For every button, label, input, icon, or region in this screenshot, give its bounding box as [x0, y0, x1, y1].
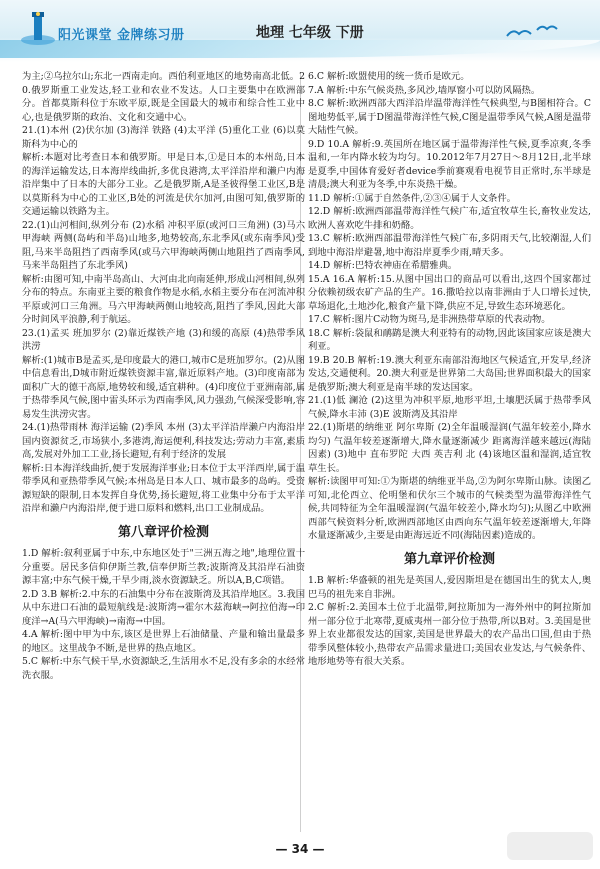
- section-heading-chapter-8: 第八章评价检测: [117, 524, 209, 540]
- answer-paragraph: 11.D 解析:①属于自然条件,②③④属于人文条件。: [308, 192, 516, 204]
- answer-paragraph: 21.(1)本州 (2)伏尔加 (3)海洋 铁路 (4)太平洋 (5)重化工业 (6)以莫斯科为中心的: [22, 125, 305, 150]
- answer-paragraph: 5.C 解析:中东气候干旱,水资源缺乏,生活用水不足,没有多余的水经常洗衣服。: [22, 656, 305, 681]
- page-number: — 34 —: [275, 842, 325, 856]
- series-brand: 阳光课堂 金牌练习册: [58, 28, 185, 43]
- answer-paragraph: 15.A 16.A 解析:15.从图中国出口的商品可以看出,这四个国家都过分依赖初级农矿产品的生产。16.撒哈拉以南非洲由于人口增长过快,草场退化,土地沙化,粮食产量下降,供应不足,导致生态环境恶化。: [308, 273, 591, 312]
- answer-paragraph: 解析:日本海洋线曲折,便于发展海洋事业;日本位于太平洋西岸,属于温带季风和亚热带季风气候;本州岛是日本人口、城市最多的岛屿。受资源短缺的限制,日本发挥自身优势,扬长避短,将工业集中分布于太平洋沿岸和濑户内海沿岸,便于进口原料和燃料,出口工业制成品。: [22, 462, 305, 514]
- answer-paragraph: 21.(1)低 澜沧 (2)这里为冲积平原,地形平坦,土壤肥沃属于热带季风气候,降水丰沛 (3)E 波斯湾及其沿岸: [308, 395, 591, 420]
- answer-paragraph: 7.A 解析:中东气候炎热,多风沙,墙厚窗小可以防风隔热。: [308, 84, 541, 96]
- section-heading-chapter-9: 第九章评价检测: [403, 551, 495, 567]
- left-column: [22, 70, 305, 682]
- subject-grade: 地理 七年级 下册: [256, 25, 364, 41]
- answer-paragraph: 24.(1)热带雨林 海洋运输 (2)季风 本州 (3)太平洋沿岸濑户内海沿岸 国内资源贫乏,市场狭小,多港湾,海运便利,科技发达;劳动力丰富,素质高,发展对外加工工业,扬长避短,有利于经济的发展: [22, 422, 305, 460]
- answer-paragraph: 19.B 20.B 解析:19.澳大利亚东南部沿海地区气候适宜,开发早,经济发达,交通便利。20.澳大利亚是世界第二大岛国;世界面积最大的国家是俄罗斯;澳大利亚是南半球的发达国家。: [308, 354, 591, 393]
- answer-paragraph: 8.C 解析:欧洲西部大西洋沿岸温带海洋性气候典型,与B图相符合。C图地势低平,属于D图温带海洋性气候,C图是温带季风气候,A图是温带大陆性气候。: [308, 98, 591, 136]
- answer-paragraph: 解析:(1)城市B是孟买,是印度最大的港口,城市C是班加罗尔。(2)从图中信息看出,D城市附近煤铁资源丰富,靠近原料产地。(3)印度南部为面积广大的德干高原,地势较和缓,适宜耕种。(4)印度位于亚洲南部,属于热带季风气候,图中雷头环示为西南季风,风力强劲,气候深受影响,容易发生洪涝灾害。: [22, 354, 305, 420]
- answer-paragraph: 解析:本题对比考查日本和俄罗斯。甲是日本,①是日本的本州岛,日本的海洋运输发达,日本海岸线曲折,多优良港湾,太平洋沿岸和濑户内海沿岸集中了日本的大部分工业。乙是俄罗斯,A是圣彼得堡工业区,B是以莫斯科为中心的工业区,B处的河流是伏尔加河,由图可知,俄罗斯的交通运输以铁路为主。: [22, 152, 305, 217]
- answer-paragraph: 23.(1)孟买 班加罗尔 (2)靠近煤铁产地 (3)和缓的高原 (4)热带季风 洪涝: [22, 327, 305, 352]
- watermark-logo-icon: [505, 828, 595, 864]
- lighthouse-logo-icon: [20, 6, 56, 46]
- page-header: [0, 0, 600, 62]
- answer-paragraph: 22.(1)山河相间,纵列分布 (2)水稻 冲积平原(或河口三角洲) (3)马六甲海峡 两侧(岛屿和半岛)山地多,地势较高,东北季风(或东南季风)受阻,马来半岛阻挡了西南季风(或马六甲海峡两侧山地阻挡了西南季风,马来半岛阻挡了东北季风): [22, 219, 305, 271]
- answer-paragraph: 为主;②乌拉尔山;东北一西南走向。西伯利亚地区的地势南高北低。20.俄罗斯重工业发达,轻工业和农业不发达。人口主要集中在欧洲部分。首都莫斯科位于东欧平原,既是全国最大的城市和综合性工业中心,也是俄罗斯的政治、文化和交通中心。: [22, 71, 305, 123]
- answer-paragraph: 18.C 解析:袋鼠和鸸鹋是澳大利亚特有的动物,因此该国家应该是澳大利亚。: [308, 327, 591, 352]
- answer-paragraph: 9.D 10.A 解析:9.英国所在地区属于温带海洋性气候,夏季凉爽,冬季温和,一年内降水较为均匀。10.2012年7月27日～8月12日,北半球是夏季,中国体育爱好者device季前赛观看电视节目正常时,东半球是清晨;澳大利亚为冬季,中东炎热干燥。: [308, 138, 591, 190]
- answer-paragraph: 2.D 3.B 解析:2.中东的石油集中分布在波斯湾及其沿岸地区。3.我国从中东进口石油的最短航线是:波斯湾→霍尔木兹海峡→阿拉伯海→印度洋→A(马六甲海峡)→南海→中国。: [22, 588, 305, 627]
- answer-paragraph: 12.D 解析:欧洲西部温带海洋性气候广布,适宜牧草生长,畜牧业发达,欧洲人喜欢吃牛排和奶酪。: [308, 206, 591, 231]
- answer-paragraph: 1.B 解析:华盛顿的祖先是英国人,爱因斯坦是在德国出生的犹太人,奥巴马的祖先来自非洲。: [308, 575, 591, 600]
- birds-icon: [505, 22, 565, 46]
- answer-paragraph: 2.C 解析:2.美国本土位于北温带,阿拉斯加为一海外州中的阿拉斯加州一部分位于北寒带,夏威夷州一部分位于热带,所以B对。3.美国是世界上农业都很发达的国家,美国是世界最大的农产品出口国,但由于热带季风整体较小,热带农产品需求量进口;美国农业发达,与气候条件、地形地势等有很大关系。: [308, 602, 591, 667]
- right-column: [308, 70, 591, 669]
- answer-paragraph: 4.A 解析:图中甲为中东,该区是世界上石油储量、产量和输出量最多的地区。这里战争不断,是世界的热点地区。: [22, 629, 305, 654]
- answer-paragraph: 13.C 解析:欧洲西部温带海洋性气候广布,多阴雨天气,比较潮湿,人们到地中海沿岸避暑,地中海沿岸夏季少雨,晴天多。: [308, 233, 591, 258]
- answer-paragraph: 解析:读图甲可知:①为斯堪的纳维亚半岛,②为阿尔卑斯山脉。读图乙可知,北伦西立、伦明堡和伏尔三个城市的气候类型为温带海洋性气候,共同特征为全年温暖湿润(气温年较差小,降水均匀);从图乙中欧洲西部气候资料分析,欧洲西部地区由西向东气温年较差逐渐增大,年降水量逐渐减少,主要是由距海远近不同(海陆因素)造成的。: [308, 476, 591, 541]
- answer-paragraph: 14.D 解析:巴特农神庙在希腊雅典。: [308, 260, 458, 271]
- answer-paragraph: 22.(1)斯堪的纳维亚 阿尔卑斯 (2)全年温暖湿润(气温年较差小,降水均匀) 气温年较差逐渐增大,降水量逐渐减少 距离海洋越来越远(海陆因素) (3)地中 直布罗陀 大西 英吉利 北 (4)该地区温和湿润,适宜牧草生长。: [308, 422, 591, 474]
- answer-paragraph: 6.C 解析:欧盟使用的统一货币是欧元。: [308, 71, 470, 82]
- answer-paragraph: 1.D 解析:叙利亚属于中东,中东地区处于"三洲五海之地",地理位置十分重要。居民多信仰伊斯兰教,信奉伊斯兰教;波斯湾及其沿岸石油资源丰富;中东气候干燥,干旱少雨,淡水资源缺乏。所以A,B,C项错。: [22, 548, 305, 586]
- answer-paragraph: 17.C 解析:图片C动物为斑马,是非洲热带草原的代表动物。: [308, 314, 551, 325]
- answer-paragraph: 解析:由图可知,中南半岛高山、大河由北向南延伸,形成山河相间,纵列分布的特点。东南亚主要的粮食作物是水稻,水稻主要分布在河流冲积平原或河口三角洲。马六甲海峡两侧山地较高,阻挡了季风,因此大部分时间风平浪静,利于航运。: [22, 273, 305, 325]
